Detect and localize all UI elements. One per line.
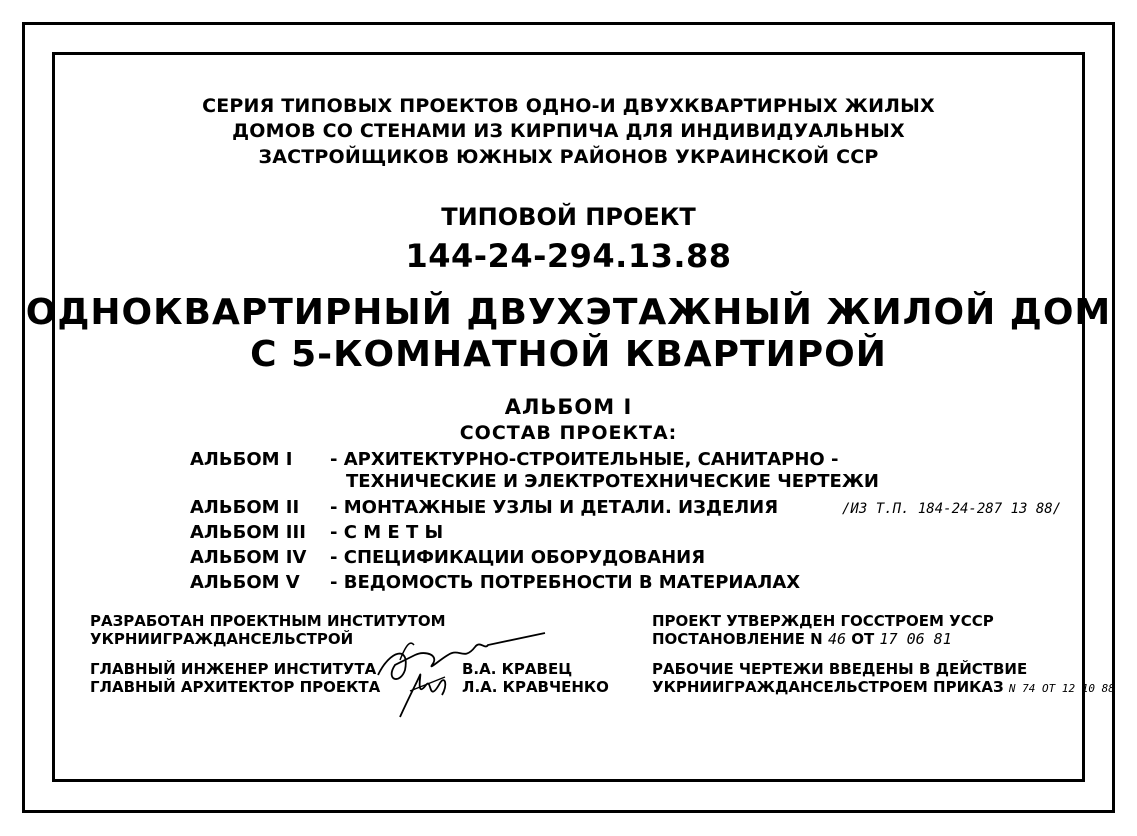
approval-date: 17 06 81 — [879, 630, 952, 648]
approval-prefix: ПОСТАНОВЛЕНИЕ N — [652, 630, 823, 648]
series-line-2: ДОМОВ СО СТЕНАМИ ИЗ КИРПИЧА ДЛЯ ИНДИВИДУАЛЬНЫХ — [232, 120, 905, 142]
chief-engineer-name: В.А. КРАВЕЦ — [462, 660, 573, 678]
developer-line-2: УКРНИИГРАЖДАНСЕЛЬСТРОЙ — [90, 630, 354, 648]
album-item-label: АЛЬБОМ II — [190, 497, 300, 518]
album-item-label: АЛЬБОМ V — [190, 572, 300, 593]
working-line-2 — [652, 680, 1115, 695]
project-title-line-2: С 5-КОМНАТНОЙ КВАРТИРОЙ — [250, 334, 887, 375]
composition-heading: СОСТАВ ПРОЕКТА: — [459, 422, 678, 444]
chief-architect-name: Л.А. КРАВЧЕНКО — [462, 678, 609, 696]
working-line-1: РАБОЧИЕ ЧЕРТЕЖИ ВВЕДЕНЫ В ДЕЙСТВИЕ — [652, 660, 1028, 678]
project-title-line-1: ОДНОКВАРТИРНЫЙ ДВУХЭТАЖНЫЙ ЖИЛОЙ ДОМ — [25, 292, 1112, 333]
album-item-text: - АРХИТЕКТУРНО-СТРОИТЕЛЬНЫЕ, САНИТАРНО - — [330, 449, 839, 470]
album-item-text: - СПЕЦИФИКАЦИИ ОБОРУДОВАНИЯ — [330, 547, 706, 568]
developer-line-1: РАЗРАБОТАН ПРОЕКТНЫМ ИНСТИТУТОМ — [90, 612, 446, 630]
album-item-label: АЛЬБОМ III — [190, 522, 306, 543]
project-type-label: ТИПОВОЙ ПРОЕКТ — [441, 203, 696, 231]
album-item-label: АЛЬБОМ IV — [190, 547, 307, 568]
album-title: АЛЬБОМ I — [504, 395, 633, 419]
album-item-text: ТЕХНИЧЕСКИЕ И ЭЛЕКТРОТЕХНИЧЕСКИЕ ЧЕРТЕЖИ — [346, 471, 879, 492]
working-order: N 74 ОТ 12 10 88 — [1008, 682, 1115, 695]
approval-number: 46 — [827, 630, 847, 648]
series-line-1: СЕРИЯ ТИПОВЫХ ПРОЕКТОВ ОДНО-И ДВУХКВАРТИРНЫХ ЖИЛЫХ — [202, 95, 935, 117]
album-item-note: /ИЗ Т.П. 184-24-287 13 88/ — [842, 501, 1062, 517]
approval-line-2 — [652, 632, 952, 647]
album-item-text: - С М Е Т Ы — [330, 522, 444, 543]
signatures-image — [370, 625, 550, 720]
album-item-label: АЛЬБОМ I — [190, 449, 293, 470]
approval-ot: ОТ — [851, 630, 875, 648]
approval-line-1: ПРОЕКТ УТВЕРЖДЕН ГОССТРОЕМ УССР — [652, 612, 994, 630]
album-item-text: - МОНТАЖНЫЕ УЗЛЫ И ДЕТАЛИ. ИЗДЕЛИЯ — [330, 497, 779, 518]
chief-engineer-role: ГЛАВНЫЙ ИНЖЕНЕР ИНСТИТУТА — [90, 660, 377, 678]
chief-architect-role: ГЛАВНЫЙ АРХИТЕКТОР ПРОЕКТА — [90, 678, 381, 696]
album-item-text: - ВЕДОМОСТЬ ПОТРЕБНОСТИ В МАТЕРИАЛАХ — [330, 572, 801, 593]
project-number: 144-24-294.13.88 — [405, 237, 732, 275]
working-prefix: УКРНИИГРАЖДАНСЕЛЬСТРОЕМ ПРИКАЗ — [652, 678, 1004, 696]
series-line-3: ЗАСТРОЙЩИКОВ ЮЖНЫХ РАЙОНОВ УКРАИНСКОЙ ССР — [258, 146, 879, 168]
